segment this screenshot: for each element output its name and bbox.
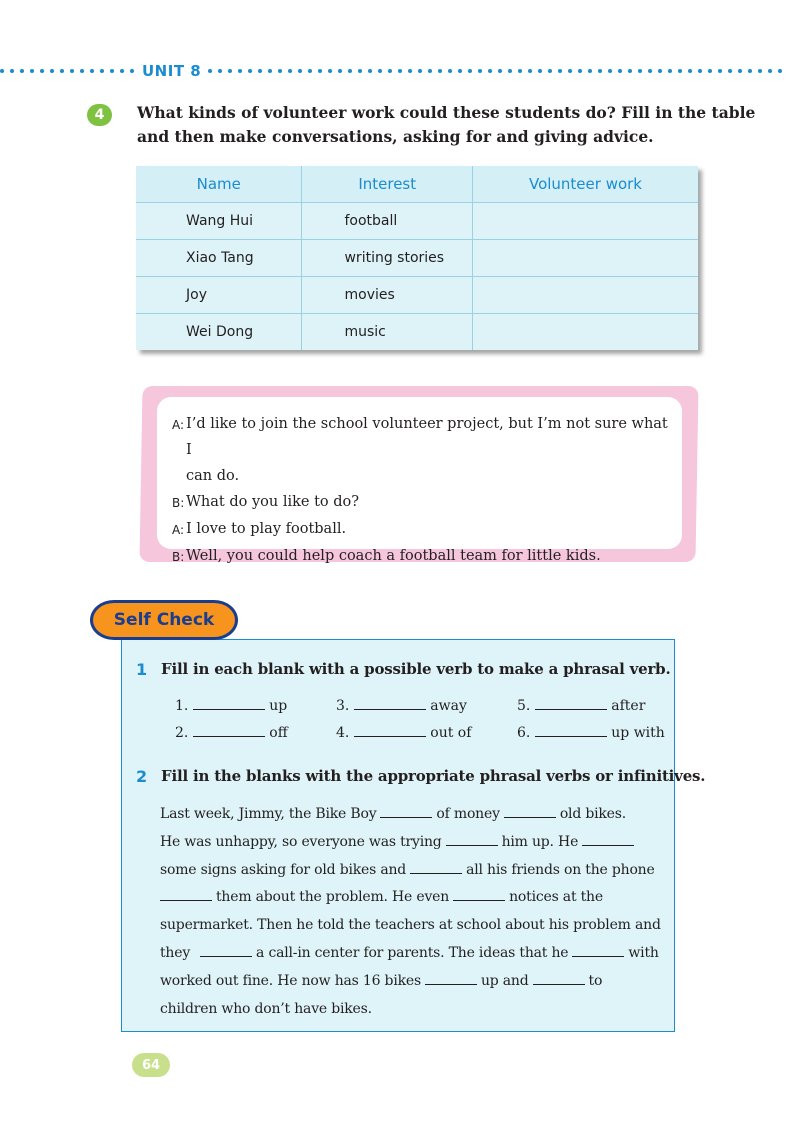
header-dot <box>758 69 762 73</box>
cell-interest: writing stories <box>302 240 473 277</box>
header-dot <box>688 69 692 73</box>
dialogue-line <box>172 463 677 489</box>
header-dots-right <box>208 68 782 74</box>
phrasal-verb-item <box>175 724 288 741</box>
header-dot <box>468 69 472 73</box>
dialogue-text: What do you like to do? <box>186 494 360 510</box>
phrasal-verb-item <box>517 724 665 741</box>
header-dot <box>508 69 512 73</box>
phrasal-verb-item <box>175 697 287 714</box>
header-dot <box>338 69 342 73</box>
header-dot <box>238 69 242 73</box>
header-dot <box>528 69 532 73</box>
passage-line <box>160 940 665 968</box>
volunteer-table <box>136 166 698 350</box>
header-dot <box>558 69 562 73</box>
passage-text: children who don’t have bikes. <box>160 1000 372 1017</box>
header-dot <box>728 69 732 73</box>
instruction-line-2: and then make conversations, asking for and giving advice. <box>137 127 654 146</box>
header-dot <box>388 69 392 73</box>
passage-text: a call-in center for parents. The ideas that he <box>256 944 569 961</box>
header-dot <box>278 69 282 73</box>
speaker-label: B: <box>172 496 185 510</box>
answer-blank[interactable] <box>354 697 426 710</box>
answer-blank[interactable] <box>504 805 556 818</box>
header-dot <box>708 69 712 73</box>
header-dot <box>408 69 412 73</box>
answer-blank[interactable] <box>193 724 265 737</box>
header-dot <box>120 69 124 73</box>
header-dot <box>40 69 44 73</box>
header-dot <box>218 69 222 73</box>
speaker-label <box>172 463 186 489</box>
item-number: 1. <box>175 698 189 714</box>
header-dot <box>398 69 402 73</box>
header-dot <box>768 69 772 73</box>
header-dot <box>578 69 582 73</box>
header-dot <box>638 69 642 73</box>
item-number: 4. <box>336 725 350 741</box>
header-dot <box>20 69 24 73</box>
cell-name: Xiao Tang <box>136 240 302 277</box>
header-dot <box>738 69 742 73</box>
header-dot <box>648 69 652 73</box>
exercise-instruction <box>137 101 757 149</box>
header-dot <box>50 69 54 73</box>
table-row <box>136 277 698 314</box>
header-dot <box>130 69 134 73</box>
cell-volunteer-work[interactable] <box>472 314 698 351</box>
header-dot <box>70 69 74 73</box>
header-dot <box>608 69 612 73</box>
header-dot <box>448 69 452 73</box>
cell-name: Wang Hui <box>136 203 302 240</box>
passage-text: worked out fine. He now has 16 bikes <box>160 972 421 989</box>
header-dot <box>778 69 782 73</box>
header-dot <box>368 69 372 73</box>
dialogue-text: I love to play football. <box>186 521 347 537</box>
header-dot <box>228 69 232 73</box>
item-number: 5. <box>517 698 531 714</box>
header-dot <box>678 69 682 73</box>
dialogue-line <box>172 543 677 570</box>
item-word: after <box>611 698 646 714</box>
header-dot <box>100 69 104 73</box>
header-dot <box>568 69 572 73</box>
header-dot <box>618 69 622 73</box>
passage-text: with <box>628 944 659 961</box>
passage-text: up and <box>480 972 529 989</box>
passage-text: old bikes. <box>559 806 626 822</box>
header-interest: Interest <box>302 166 473 203</box>
cell-volunteer-work[interactable] <box>472 240 698 277</box>
answer-blank[interactable] <box>535 697 607 710</box>
item-number: 2. <box>175 725 189 741</box>
question-2-text: Fill in the blanks with the appropriate phrasal verbs or infinitives. <box>161 767 706 785</box>
header-dot <box>60 69 64 73</box>
cell-interest: football <box>302 203 473 240</box>
passage-line <box>160 912 665 940</box>
header-dot <box>358 69 362 73</box>
answer-blank[interactable] <box>410 861 462 874</box>
dialogue-text: can do. <box>186 468 240 484</box>
table-row <box>136 203 698 240</box>
cell-volunteer-work[interactable] <box>472 277 698 314</box>
question-1-text: Fill in each blank with a possible verb to make a phrasal verb. <box>161 660 671 678</box>
item-word: up <box>269 698 288 714</box>
phrasal-verb-item <box>517 697 645 714</box>
table-row <box>136 314 698 351</box>
header-dot <box>548 69 552 73</box>
header-dot <box>10 69 14 73</box>
passage-text: them about the problem. He even <box>216 889 450 906</box>
dialogue-text: Well, you could help coach a football team for little kids. <box>186 548 601 564</box>
header-dot <box>348 69 352 73</box>
item-number: 6. <box>517 725 531 741</box>
passage-text: notices at the <box>509 889 603 906</box>
header-dot <box>80 69 84 73</box>
cell-volunteer-work[interactable] <box>472 203 698 240</box>
passage-line <box>160 884 665 912</box>
exercise-number-badge: 4 <box>87 104 112 126</box>
speaker-label: B: <box>172 550 185 564</box>
header-dot <box>0 69 4 73</box>
header-dot <box>90 69 94 73</box>
item-number: 3. <box>336 698 350 714</box>
dialogue-line <box>172 516 677 543</box>
fill-in-passage <box>160 801 665 1023</box>
passage-text: of money <box>436 806 500 822</box>
passage-line <box>160 857 665 885</box>
instruction-line-1: What kinds of volunteer work could these students do? Fill in the table <box>137 103 756 122</box>
answer-blank[interactable] <box>535 724 607 737</box>
table-header-row <box>136 166 698 203</box>
speaker-label: A: <box>172 523 185 537</box>
header-dot <box>258 69 262 73</box>
item-word: out of <box>430 725 472 741</box>
speaker-label: A: <box>172 418 185 432</box>
cell-interest: music <box>302 314 473 351</box>
answer-blank[interactable] <box>533 972 585 985</box>
header-dot <box>538 69 542 73</box>
header-dot <box>668 69 672 73</box>
header-dot <box>518 69 522 73</box>
answer-blank[interactable] <box>582 833 634 846</box>
passage-text: all his friends on the phone <box>466 861 655 878</box>
answer-blank[interactable] <box>446 833 498 846</box>
dialogue <box>172 411 677 570</box>
question-2-number: 2 <box>136 767 148 786</box>
header-dot <box>598 69 602 73</box>
passage-line <box>160 968 665 996</box>
passage-text: some signs asking for old bikes and <box>160 861 407 878</box>
answer-blank[interactable] <box>425 972 477 985</box>
header-dot <box>458 69 462 73</box>
dialogue-line <box>172 411 677 463</box>
header-dot <box>588 69 592 73</box>
header-dot <box>718 69 722 73</box>
header-dot <box>328 69 332 73</box>
passage-text: He was unhappy, so everyone was trying <box>160 833 442 850</box>
item-word: away <box>430 698 467 714</box>
header-dot <box>488 69 492 73</box>
passage-text: Last week, Jimmy, the Bike Boy <box>160 806 377 822</box>
question-1-number: 1 <box>136 660 148 679</box>
header-dot <box>110 69 114 73</box>
header-dot <box>628 69 632 73</box>
answer-blank[interactable] <box>160 888 212 901</box>
phrasal-verb-item <box>336 724 471 741</box>
table-row <box>136 240 698 277</box>
cell-interest: movies <box>302 277 473 314</box>
header-dot <box>438 69 442 73</box>
header-dot <box>658 69 662 73</box>
page-number: 64 <box>132 1053 170 1077</box>
unit-label: UNIT 8 <box>142 62 202 80</box>
answer-blank[interactable] <box>354 724 426 737</box>
passage-line <box>160 996 665 1024</box>
header-name: Name <box>136 166 302 203</box>
header-dot <box>288 69 292 73</box>
header-dot <box>378 69 382 73</box>
dialogue-text: I’d like to join the school volunteer project, but I’m not sure what I <box>186 416 668 458</box>
header-dot <box>748 69 752 73</box>
header-dot <box>498 69 502 73</box>
passage-text: they <box>160 944 191 961</box>
header-dot <box>698 69 702 73</box>
item-word: up with <box>611 725 665 741</box>
answer-blank[interactable] <box>380 805 432 818</box>
header-dots-left <box>0 68 134 74</box>
header-dot <box>208 69 212 73</box>
header-dot <box>268 69 272 73</box>
answer-blank[interactable] <box>572 944 624 957</box>
dialogue-line <box>172 489 677 516</box>
header-dot <box>428 69 432 73</box>
passage-text: to <box>588 972 603 989</box>
header-dot <box>308 69 312 73</box>
cell-name: Wei Dong <box>136 314 302 351</box>
passage-text: supermarket. Then he told the teachers at school about his problem and <box>160 917 661 934</box>
header-dot <box>318 69 322 73</box>
passage-line <box>160 829 665 857</box>
header-dot <box>418 69 422 73</box>
phrasal-verb-item <box>336 697 467 714</box>
answer-blank[interactable] <box>193 697 265 710</box>
answer-blank[interactable] <box>200 944 252 957</box>
header-dot <box>298 69 302 73</box>
passage-text: him up. He <box>501 833 579 850</box>
self-check-title: Self Check <box>90 600 238 640</box>
passage-line <box>160 801 665 829</box>
cell-name: Joy <box>136 277 302 314</box>
answer-blank[interactable] <box>453 888 505 901</box>
item-word: off <box>269 725 288 741</box>
header-volunteer-work: Volunteer work <box>472 166 698 203</box>
header-dot <box>248 69 252 73</box>
header-dot <box>478 69 482 73</box>
header-dot <box>30 69 34 73</box>
